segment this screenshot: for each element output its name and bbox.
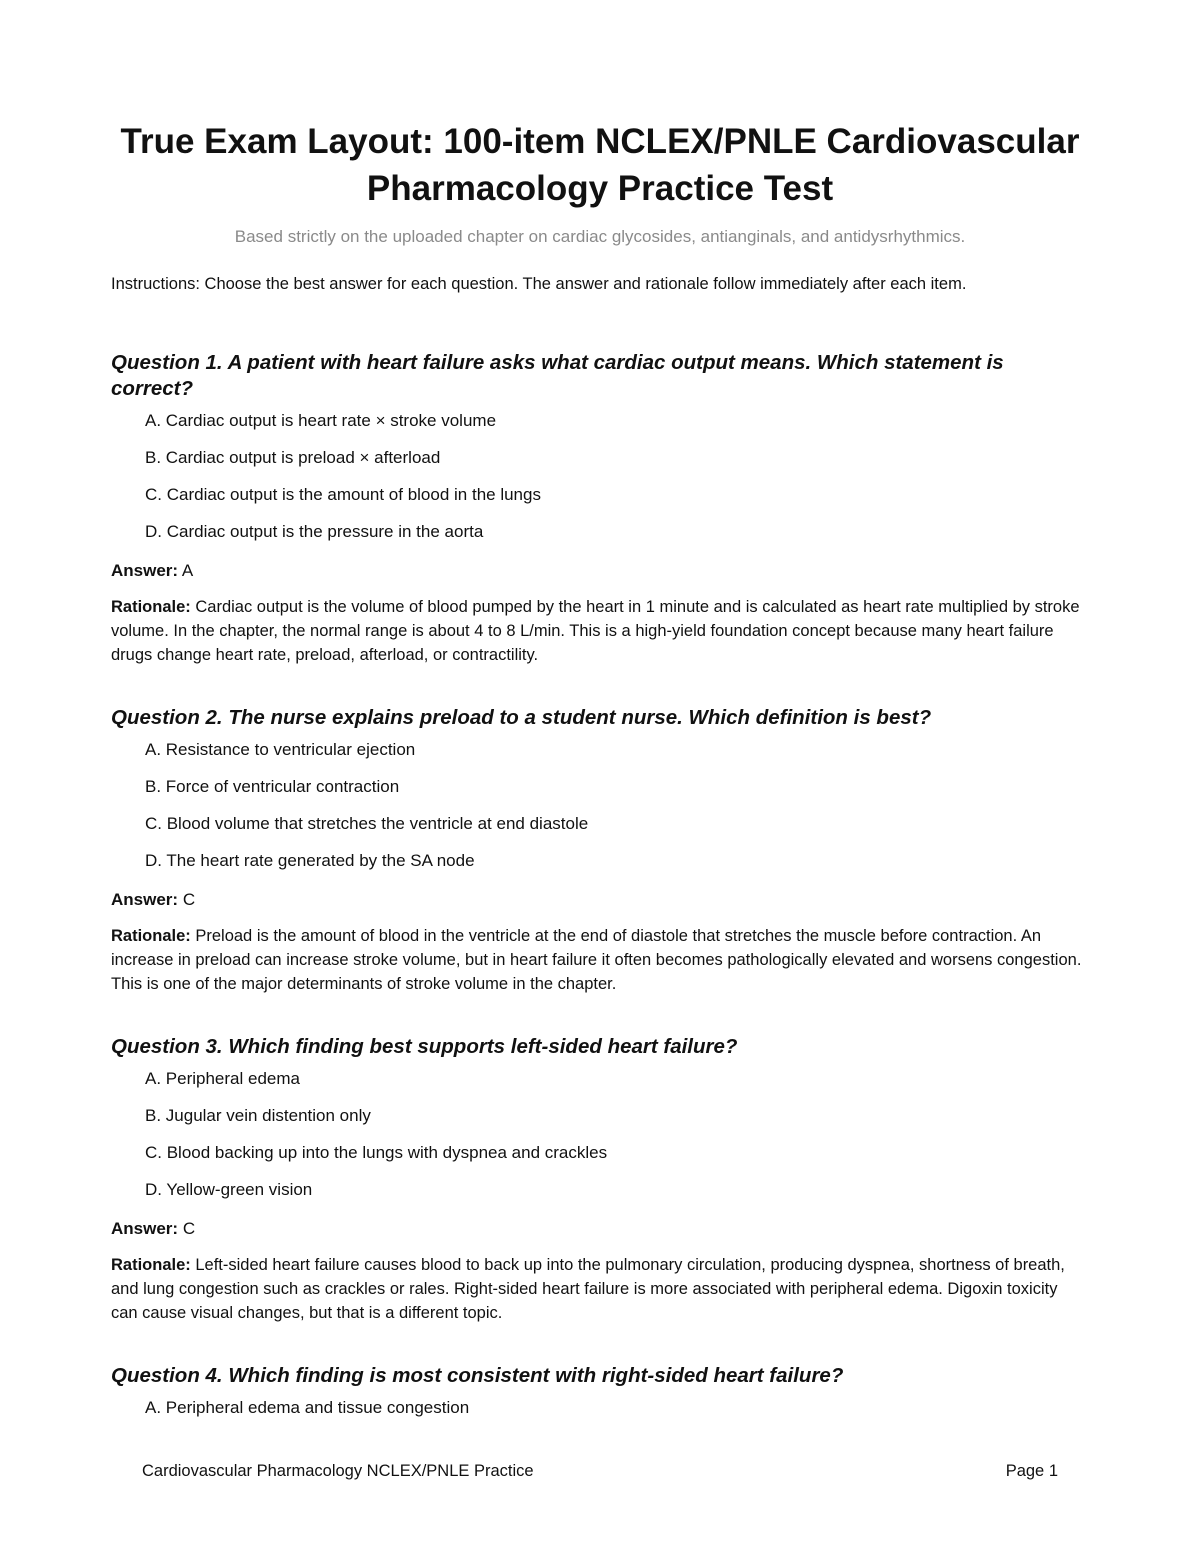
page-number: Page 1 (1005, 1462, 1058, 1480)
option-item: A. Resistance to ventricular ejection (145, 740, 416, 759)
rationale-label: Rationale: (111, 1256, 191, 1274)
answer-label: Answer: (111, 1219, 179, 1238)
option-item: D. Yellow-green vision (145, 1180, 313, 1199)
question-text: Question 4. Which finding is most consistent with right-sided heart failure? (111, 1364, 844, 1387)
answer-value: A (181, 561, 194, 580)
rationale-paragraph (111, 595, 1086, 667)
rationale-paragraph (111, 924, 1086, 996)
instructions-text: Instructions: Choose the best answer for each question. The answer and rationale follow immediately after each item. (111, 275, 967, 293)
question-block (111, 1363, 1091, 1434)
answer-value: C (182, 1219, 196, 1238)
document-subtitle: Based strictly on the uploaded chapter on cardiac glycosides, antianginals, and antidysrhythmics. (234, 227, 966, 246)
option-item: A. Cardiac output is heart rate × stroke volume (145, 411, 497, 430)
option-item: C. Cardiac output is the amount of blood in the lungs (145, 485, 541, 504)
option-item: C. Blood volume that stretches the ventricle at end diastole (145, 814, 589, 833)
answer-value: C (182, 890, 196, 909)
rationale-label: Rationale: (111, 598, 191, 616)
question-text: Question 1. A patient with heart failure asks what cardiac output means. Which statement is correct? (111, 351, 1004, 400)
question-text: Question 3. Which finding best supports left-sided heart failure? (111, 1035, 738, 1058)
option-item: A. Peripheral edema (145, 1069, 300, 1088)
footer-title: Cardiovascular Pharmacology NCLEX/PNLE Practice (142, 1462, 534, 1480)
option-list (111, 410, 1091, 558)
document-title: True Exam Layout: 100-item NCLEX/PNLE Cardiovascular Pharmacology Practice Test (120, 122, 1080, 208)
answer-label: Answer: (111, 561, 179, 580)
rationale-paragraph (111, 1253, 1086, 1325)
answer-label: Answer: (111, 890, 179, 909)
answer-line (111, 560, 1091, 582)
option-item: B. Cardiac output is preload × afterload (145, 448, 441, 467)
option-list (111, 739, 1091, 887)
option-item: D. Cardiac output is the pressure in the aorta (145, 522, 484, 541)
option-item: B. Force of ventricular contraction (145, 777, 400, 796)
rationale-text: Preload is the amount of blood in the ventricle at the end of diastole that stretches the muscle before contraction. An increase in preload can increase stroke volume, but in heart failure it often becomes pathologically elevated and worsens congestion. This is one of the major determinants of stroke volume in the chapter. (111, 927, 1082, 993)
rationale-text: Left-sided heart failure causes blood to back up into the pulmonary circulation, producing dyspnea, shortness of breath, and lung congestion such as crackles or rales. Right-sided heart failure is more associated with peripheral edema. Digoxin toxicity can cause visual changes, but that is a different topic. (111, 1256, 1065, 1322)
question-block (111, 350, 1091, 667)
question-text: Question 2. The nurse explains preload to a student nurse. Which definition is best? (111, 706, 932, 729)
option-item: B. Jugular vein distention only (145, 1106, 371, 1125)
option-item: C. Blood backing up into the lungs with dyspnea and crackles (145, 1143, 608, 1162)
question-block (111, 705, 1091, 996)
option-list (111, 1068, 1091, 1216)
answer-line (111, 889, 1091, 911)
option-item: A. Peripheral edema and tissue congestion (145, 1398, 470, 1417)
rationale-label: Rationale: (111, 927, 191, 945)
rationale-text: Cardiac output is the volume of blood pumped by the heart in 1 minute and is calculated as heart rate multiplied by stroke volume. In the chapter, the normal range is about 4 to 8 L/min. This is a high-yield foundation concept because many heart failure drugs change heart rate, preload, afterload, or contractility. (111, 598, 1080, 664)
answer-line (111, 1218, 1091, 1240)
option-item: D. The heart rate generated by the SA node (145, 851, 475, 870)
question-block (111, 1034, 1091, 1325)
option-list (111, 1397, 1091, 1434)
